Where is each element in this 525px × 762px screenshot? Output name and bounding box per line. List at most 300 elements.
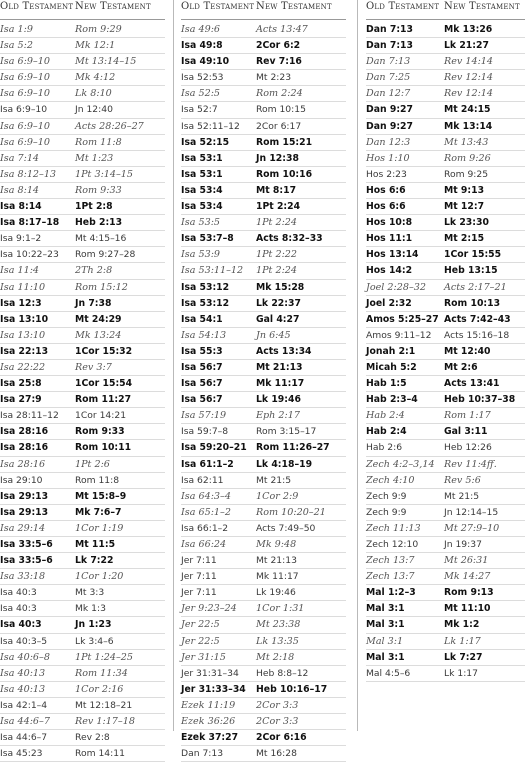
old-testament-ref: Jer 7:11 (181, 587, 217, 599)
old-testament-ref: Zech 9:9 (366, 490, 407, 502)
new-testament-ref: Gal 4:27 (256, 313, 300, 325)
new-testament-ref: Lk 7:22 (75, 555, 114, 567)
new-testament-ref: Mt 24:29 (75, 313, 122, 325)
table-row (181, 585, 346, 601)
table-row (366, 263, 525, 279)
table-row (0, 280, 165, 296)
table-row (366, 521, 525, 537)
table-row (0, 119, 165, 135)
old-testament-ref: Dan 7:13 (366, 56, 411, 68)
new-testament-ref: Lk 19:46 (256, 394, 301, 406)
table-row (366, 473, 525, 489)
new-testament-ref: Mt 23:38 (256, 619, 301, 631)
old-testament-ref: Hab 2:4 (366, 426, 407, 438)
table-row (0, 553, 165, 569)
table-row (181, 22, 346, 38)
old-testament-ref: Jer 31:15 (181, 651, 226, 663)
new-testament-ref: 2Cor 6:16 (256, 732, 307, 744)
old-testament-ref: Isa 28:16 (0, 426, 49, 438)
table-row (181, 537, 346, 553)
new-testament-ref: Mk 13:26 (444, 24, 493, 35)
old-testament-ref: Hos 2:23 (366, 168, 407, 180)
old-testament-ref: Dan 9:27 (366, 120, 413, 132)
table-row (366, 231, 525, 247)
old-testament-ref: Isa 52:7 (181, 104, 218, 116)
table-row (181, 473, 346, 489)
table-row (181, 666, 346, 682)
table-row (0, 489, 165, 505)
new-testament-ref: Mt 27:9–10 (444, 522, 500, 534)
old-testament-ref: Jer 31:31–34 (181, 667, 239, 679)
new-testament-ref: Mk 15:28 (256, 281, 305, 293)
old-testament-ref: Isa 49:8 (181, 40, 223, 52)
old-testament-ref: Isa 66:1–2 (181, 522, 229, 534)
table-row (0, 296, 165, 312)
new-testament-ref: 1Pt 2:8 (75, 201, 113, 213)
new-testament-ref: Rom 11:26–27 (256, 442, 330, 454)
new-testament-ref: Lk 1:17 (444, 667, 478, 679)
new-testament-ref: 1Pt 3:14–15 (75, 168, 134, 180)
new-testament-ref: Lk 3:4–6 (75, 635, 114, 647)
old-testament-ref: Isa 8:17–18 (0, 217, 60, 229)
table-row (0, 376, 165, 392)
new-testament-ref: Mk 4:12 (75, 72, 116, 84)
table-row (366, 102, 525, 118)
new-testament-ref: Lk 4:18–19 (256, 458, 313, 470)
table-row (181, 247, 346, 263)
old-testament-ref: Isa 49:10 (181, 56, 230, 68)
old-testament-ref: Hos 6:6 (366, 201, 406, 213)
new-testament-ref: Jn 7:38 (75, 297, 112, 309)
table-row (366, 424, 525, 440)
new-testament-ref: 1Cor 2:9 (256, 490, 299, 502)
column-divider (357, 0, 358, 731)
new-testament-ref: Mt 2:18 (256, 651, 295, 663)
table-row (181, 280, 346, 296)
old-testament-ref: Isa 29:14 (0, 522, 46, 534)
table-row (181, 634, 346, 650)
old-testament-ref: Hos 13:14 (366, 249, 419, 261)
new-testament-ref: Mt 13:14–15 (75, 56, 137, 68)
table-row (0, 54, 165, 70)
table-row (0, 247, 165, 263)
old-testament-ref: Isa 29:10 (0, 474, 43, 486)
old-testament-ref: Hos 14:2 (366, 265, 413, 277)
old-testament-header: Old Testament (366, 1, 440, 12)
old-testament-ref: Isa 53:7–8 (181, 233, 234, 245)
new-testament-header: New Testament (444, 1, 520, 12)
table-row (181, 376, 346, 392)
table-row (0, 344, 165, 360)
table-row (366, 537, 525, 553)
new-testament-ref: Jn 1:23 (75, 619, 112, 631)
new-testament-ref: Lk 1:17 (444, 635, 481, 647)
new-testament-ref: Jn 6:45 (256, 329, 291, 341)
table-row (366, 617, 525, 633)
old-testament-ref: Isa 62:11 (181, 474, 224, 486)
new-testament-ref: Rom 14:11 (75, 748, 125, 760)
old-testament-ref: Isa 6:9–10 (0, 88, 50, 100)
table-row (181, 408, 346, 424)
old-testament-ref: Isa 33:5–6 (0, 539, 53, 550)
old-testament-ref: Mal 3:1 (366, 619, 405, 631)
table-row (366, 344, 525, 360)
table-row (181, 54, 346, 70)
table-row (366, 392, 525, 408)
old-testament-ref: Isa 52:53 (181, 72, 224, 84)
new-testament-ref: Rom 9:33 (75, 184, 122, 196)
table-row (366, 280, 525, 296)
old-testament-ref: Isa 56:7 (181, 361, 223, 373)
table-row (0, 650, 165, 666)
old-testament-ref: Joel 2:32 (366, 297, 412, 309)
table-row (366, 505, 525, 521)
new-testament-ref: Rom 1:17 (444, 410, 491, 422)
old-testament-ref: Isa 40:3 (0, 619, 42, 631)
table-row (366, 86, 525, 102)
table-row (366, 408, 525, 424)
new-testament-ref: Mk 14:27 (444, 571, 491, 583)
new-testament-ref: 2Cor 6:17 (256, 120, 302, 132)
old-testament-ref: Isa 44:6–7 (0, 716, 50, 728)
table-row (181, 183, 346, 199)
old-testament-ref: Isa 40:13 (0, 667, 46, 679)
new-testament-ref: Rom 11:34 (75, 667, 128, 679)
new-testament-ref: Heb 10:16–17 (256, 683, 328, 695)
new-testament-ref: Mt 12:40 (444, 345, 491, 357)
new-testament-ref: 1Pt 1:24–25 (75, 651, 134, 663)
new-testament-ref: 1Pt 2:24 (256, 217, 298, 229)
old-testament-ref: Isa 11:4 (0, 265, 40, 277)
old-testament-ref: Isa 56:7 (181, 394, 223, 406)
old-testament-ref: Isa 40:3–5 (0, 635, 48, 647)
table-row (181, 392, 346, 408)
old-testament-ref: Isa 6:9–10 (0, 120, 50, 132)
new-testament-ref: Rom 9:33 (75, 426, 125, 438)
table-row (0, 746, 165, 762)
old-testament-ref: Isa 59:7–8 (181, 426, 229, 438)
table-row (181, 440, 346, 456)
old-testament-ref: Isa 8:12–13 (0, 168, 57, 180)
table-row (366, 666, 525, 682)
table-row (0, 38, 165, 54)
row-separator (366, 681, 525, 682)
table-row (0, 360, 165, 376)
old-testament-ref: Hos 10:8 (366, 217, 413, 229)
new-testament-ref: Mt 2:6 (444, 361, 478, 373)
table-row (181, 38, 346, 54)
old-testament-ref: Zech 12:10 (366, 539, 419, 550)
table-row (0, 22, 165, 38)
new-testament-ref: 1Pt 2:24 (256, 201, 301, 213)
table-row (366, 634, 525, 650)
new-testament-ref: 1Cor 1:31 (256, 603, 305, 615)
table-row (0, 231, 165, 247)
old-testament-ref: Isa 57:19 (181, 410, 227, 422)
table-row (0, 521, 165, 537)
new-testament-ref: Acts 7:49–50 (256, 522, 316, 534)
table-row (181, 296, 346, 312)
table-row (181, 730, 346, 746)
old-testament-ref: Mal 4:5–6 (366, 667, 411, 679)
old-testament-ref: Isa 13:10 (0, 313, 49, 325)
table-row (0, 440, 165, 456)
old-testament-ref: Isa 45:23 (0, 748, 43, 760)
new-testament-ref: Rom 10:15 (256, 104, 306, 116)
new-testament-ref: Mt 24:15 (444, 104, 491, 116)
table-row (181, 698, 346, 714)
new-testament-ref: Rom 10:13 (444, 297, 501, 309)
old-testament-ref: Isa 33:5–6 (0, 555, 53, 567)
column-divider (173, 0, 174, 731)
old-testament-ref: Isa 10:22–23 (0, 249, 59, 261)
table-row (366, 183, 525, 199)
new-testament-ref: Gal 3:11 (444, 426, 488, 438)
new-testament-ref: Jn 12:14–15 (444, 506, 499, 518)
rows (0, 22, 165, 762)
new-testament-ref: Mt 3:3 (75, 587, 105, 599)
column-2 (181, 0, 346, 760)
old-testament-ref: Ezek 11:19 (181, 699, 236, 711)
old-testament-ref: Isa 8:14 (0, 201, 42, 213)
table-row (0, 682, 165, 698)
new-testament-ref: Mt 12:18–21 (75, 699, 133, 711)
new-testament-ref: 2Th 2:8 (75, 265, 113, 277)
table-row (181, 601, 346, 617)
new-testament-ref: Acts 13:47 (256, 24, 308, 35)
table-row (366, 553, 525, 569)
new-testament-ref: Rev 1:17–18 (75, 716, 135, 728)
old-testament-ref: Isa 8:14 (0, 184, 40, 196)
new-testament-ref: Rom 11:8 (75, 474, 120, 486)
old-testament-ref: Micah 5:2 (366, 361, 417, 373)
new-testament-ref: 1Pt 2:22 (256, 249, 298, 261)
table-row (0, 135, 165, 151)
new-testament-ref: Mt 21:5 (256, 474, 292, 486)
column-1 (0, 0, 165, 760)
table-row (181, 521, 346, 537)
old-testament-ref: Isa 27:9 (0, 394, 42, 406)
old-testament-ref: Isa 9:1–2 (0, 233, 42, 245)
old-testament-ref: Zech 11:13 (366, 522, 421, 534)
old-testament-ref: Isa 54:13 (181, 329, 227, 341)
new-testament-ref: Lk 7:27 (444, 651, 483, 663)
new-testament-ref: Heb 10:37–38 (444, 394, 516, 406)
old-testament-ref: Isa 25:8 (0, 378, 42, 390)
new-testament-ref: Lk 13:35 (256, 635, 299, 647)
table-row (366, 167, 525, 183)
new-testament-ref: 1Cor 15:54 (75, 378, 133, 390)
old-testament-ref: Mal 3:1 (366, 603, 405, 615)
column-header (181, 0, 346, 18)
old-testament-ref: Isa 1:9 (0, 24, 33, 35)
new-testament-ref: Lk 23:30 (444, 217, 489, 229)
table-row (0, 199, 165, 215)
new-testament-ref: Rom 10:11 (75, 442, 132, 454)
new-testament-ref: Rom 9:26 (444, 152, 491, 164)
table-row (0, 424, 165, 440)
header-rule (366, 19, 525, 20)
old-testament-ref: Isa 29:13 (0, 490, 49, 502)
new-testament-ref: Lk 22:37 (256, 297, 301, 309)
new-testament-ref: Heb 12:26 (444, 442, 492, 454)
old-testament-ref: Isa 53:12 (181, 281, 230, 293)
table-row (181, 682, 346, 698)
old-testament-ref: Hab 2:3–4 (366, 394, 418, 406)
table-row (366, 376, 525, 392)
old-testament-ref: Isa 65:1–2 (181, 506, 231, 518)
table-row (366, 360, 525, 376)
table-row (366, 585, 525, 601)
new-testament-ref: Heb 8:8–12 (256, 667, 309, 679)
new-testament-ref: Mt 26:31 (444, 555, 489, 567)
column-3 (366, 0, 525, 679)
table-row (0, 215, 165, 231)
new-testament-ref: Rom 2:24 (256, 88, 303, 100)
table-row (181, 312, 346, 328)
table-row (0, 473, 165, 489)
new-testament-ref: Mt 1:23 (75, 152, 114, 164)
rows (366, 22, 525, 682)
new-testament-ref: 2Cor 6:2 (256, 40, 301, 52)
table-row (366, 569, 525, 585)
table-row (181, 119, 346, 135)
table-row (181, 167, 346, 183)
table-row (181, 231, 346, 247)
new-testament-ref: 2Cor 3:3 (256, 699, 299, 711)
table-row (0, 505, 165, 521)
table-row (0, 666, 165, 682)
new-testament-ref: Mt 21:13 (256, 361, 303, 373)
old-testament-ref: Isa 44:6–7 (0, 732, 48, 744)
old-testament-ref: Dan 12:3 (366, 136, 411, 148)
table-row (181, 328, 346, 344)
new-testament-ref: Acts 28:26–27 (75, 120, 144, 132)
table-row (181, 746, 346, 762)
table-row (366, 38, 525, 54)
old-testament-ref: Jer 22:5 (181, 619, 220, 631)
new-testament-ref: Rom 9:25 (444, 168, 489, 180)
old-testament-ref: Isa 6:9–10 (0, 72, 50, 84)
old-testament-ref: Isa 53:4 (181, 201, 223, 213)
new-testament-ref: Mt 11:10 (444, 603, 491, 615)
old-testament-ref: Isa 33:18 (0, 571, 46, 583)
new-testament-ref: 1Cor 15:55 (444, 249, 502, 261)
new-testament-ref: Eph 2:17 (256, 410, 300, 422)
table-row (0, 263, 165, 279)
old-testament-ref: Isa 52:5 (181, 88, 221, 100)
table-row (0, 698, 165, 714)
old-testament-header: Old Testament (181, 1, 255, 12)
table-row (181, 650, 346, 666)
old-testament-ref: Isa 13:10 (0, 329, 46, 341)
table-row (366, 312, 525, 328)
table-row (366, 70, 525, 86)
old-testament-ref: Isa 49:6 (181, 24, 221, 35)
old-testament-ref: Isa 54:1 (181, 313, 223, 325)
new-testament-ref: Rom 9:27–28 (75, 249, 136, 261)
new-testament-ref: 1Cor 1:19 (75, 522, 124, 534)
new-testament-ref: Lk 19:46 (256, 587, 296, 599)
table-row (0, 151, 165, 167)
table-row (181, 151, 346, 167)
old-testament-ref: Jer 7:11 (181, 555, 217, 567)
new-testament-ref: 1Pt 2:6 (75, 458, 110, 470)
table-row (0, 457, 165, 473)
new-testament-ref: Mk 1:3 (75, 603, 106, 615)
new-testament-ref: Rev 3:7 (75, 361, 112, 373)
new-testament-ref: Rev 12:14 (444, 72, 494, 84)
new-testament-ref: Mt 12:7 (444, 201, 485, 213)
new-testament-ref: Rom 10:20–21 (256, 506, 326, 518)
table-row (181, 553, 346, 569)
new-testament-ref: 1Cor 1:20 (75, 571, 124, 583)
table-row (0, 585, 165, 601)
old-testament-ref: Zech 13:7 (366, 571, 415, 583)
table-row (0, 392, 165, 408)
new-testament-ref: Mt 15:8–9 (75, 490, 127, 502)
old-testament-ref: Isa 53:1 (181, 168, 223, 180)
new-testament-ref: Rom 3:15–17 (256, 426, 317, 438)
new-testament-ref: Mt 2:15 (444, 233, 485, 245)
table-row (0, 617, 165, 633)
table-row (0, 537, 165, 553)
old-testament-ref: Isa 29:13 (0, 506, 49, 518)
old-testament-ref: Isa 6:9–10 (0, 56, 50, 68)
table-row (0, 167, 165, 183)
table-row (0, 183, 165, 199)
new-testament-ref: Rom 10:16 (256, 168, 313, 180)
new-testament-ref: Rom 11:27 (75, 394, 132, 406)
old-testament-ref: Isa 66:24 (181, 539, 227, 550)
new-testament-ref: Rom 9:13 (444, 587, 494, 599)
old-testament-ref: Isa 55:3 (181, 345, 223, 357)
table-row (0, 102, 165, 118)
new-testament-ref: Mk 7:6–7 (75, 506, 122, 518)
old-testament-ref: Isa 42:1–4 (0, 699, 48, 711)
new-testament-ref: Mt 9:13 (444, 184, 485, 196)
new-testament-ref: Rom 15:21 (256, 136, 313, 148)
table-row (0, 408, 165, 424)
new-testament-ref: Jn 19:37 (444, 539, 482, 550)
table-row (366, 151, 525, 167)
old-testament-ref: Isa 40:13 (0, 683, 46, 695)
new-testament-ref: Lk 21:27 (444, 40, 489, 52)
old-testament-ref: Dan 7:13 (366, 40, 413, 52)
old-testament-ref: Isa 6:9–10 (0, 104, 48, 116)
new-testament-ref: Rev 12:14 (444, 88, 494, 100)
table-row (366, 54, 525, 70)
header-rule (181, 19, 346, 20)
old-testament-ref: Zech 9:9 (366, 506, 407, 518)
new-testament-ref: Rev 7:16 (256, 56, 302, 68)
table-row (181, 215, 346, 231)
old-testament-ref: Dan 12:7 (366, 88, 411, 100)
new-testament-ref: 1Cor 2:16 (75, 683, 124, 695)
old-testament-ref: Hab 2:4 (366, 410, 405, 422)
old-testament-ref: Zech 4:2–3,14 (366, 458, 435, 470)
old-testament-ref: Isa 28:16 (0, 442, 49, 454)
table-row (0, 328, 165, 344)
table-row (366, 22, 525, 38)
old-testament-ref: Isa 5:2 (0, 40, 33, 52)
table-row (181, 457, 346, 473)
new-testament-ref: Acts 13:34 (256, 345, 312, 357)
old-testament-ref: Zech 4:10 (366, 474, 415, 486)
old-testament-ref: Isa 22:13 (0, 345, 49, 357)
old-testament-ref: Ezek 36:26 (181, 716, 236, 728)
old-testament-ref: Dan 7:13 (366, 24, 413, 35)
